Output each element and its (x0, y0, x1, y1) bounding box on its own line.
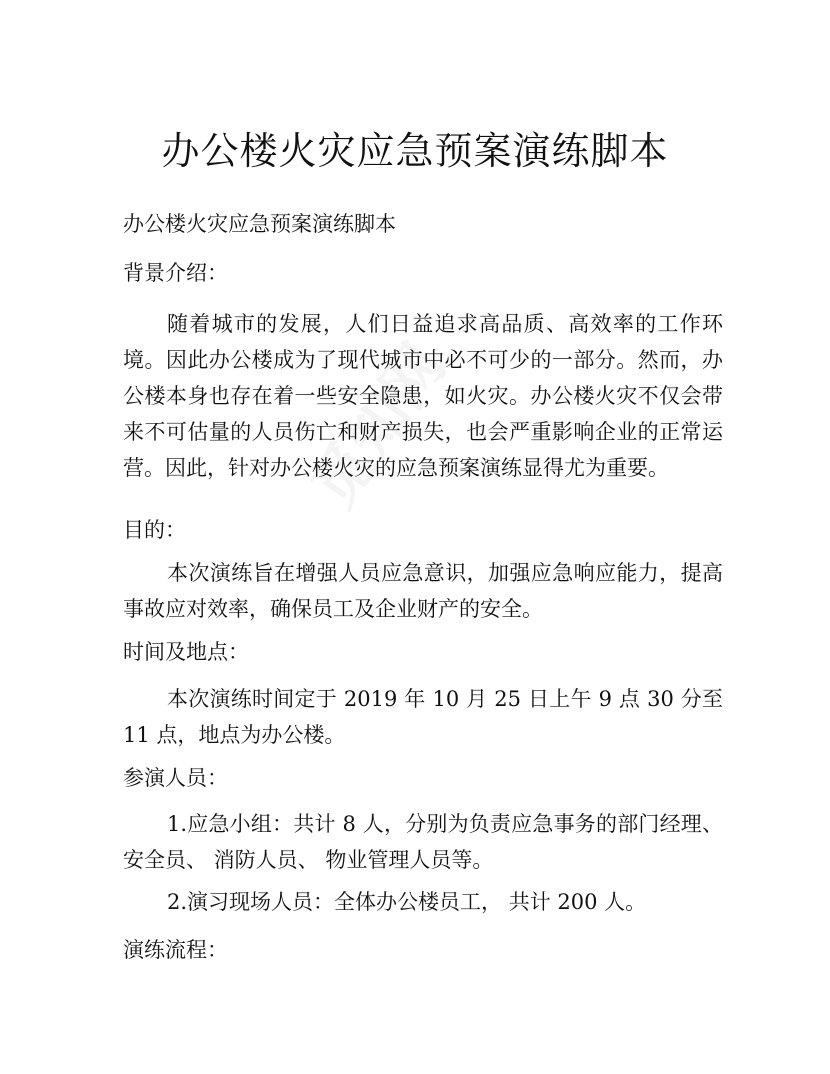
section-heading-purpose: 目的： (123, 518, 186, 542)
document-title: 办公楼火灾应急预案演练脚本 (161, 129, 669, 173)
section-heading-background: 背景介绍： (123, 261, 228, 285)
section-heading-time-place: 时间及地点： (123, 640, 249, 664)
time-place-paragraph: 本次演练时间定于 2019 年 10 月 25 日上午 9 点 30 分至 11 点，地点为办公楼。 (123, 687, 723, 747)
section-heading-procedure: 演练流程： (123, 938, 228, 962)
participants-item-2: 2.演习现场人员：全体办公楼员工， 共计 200 人。 (167, 890, 647, 914)
section-heading-participants: 参演人员： (123, 766, 228, 790)
purpose-paragraph: 本次演练旨在增强人员应急意识，加强应急响应能力，提高事故应对效率，确保员工及企业财产的安全。 (123, 561, 723, 621)
subtitle-paragraph: 办公楼火灾应急预案演练脚本 (123, 212, 396, 236)
participants-item-1: 1.应急小组：共计 8 人，分别为负责应急事务的部门经理、安全员、 消防人员、 物业管理人员等。 (123, 812, 723, 872)
background-paragraph: 随着城市的发展，人们日益追求高品质、高效率的工作环境。因此办公楼成为了现代城市中必不可少的一部分。然而，办公楼本身也存在着一些安全隐患，如火灾。办公楼火灾不仅会带来不可估量的人员伤亡和财产损失，也会严重影响企业的正常运营。因此，针对办公楼火灾的应急预案演练显得尤为重要。 (123, 312, 723, 480)
